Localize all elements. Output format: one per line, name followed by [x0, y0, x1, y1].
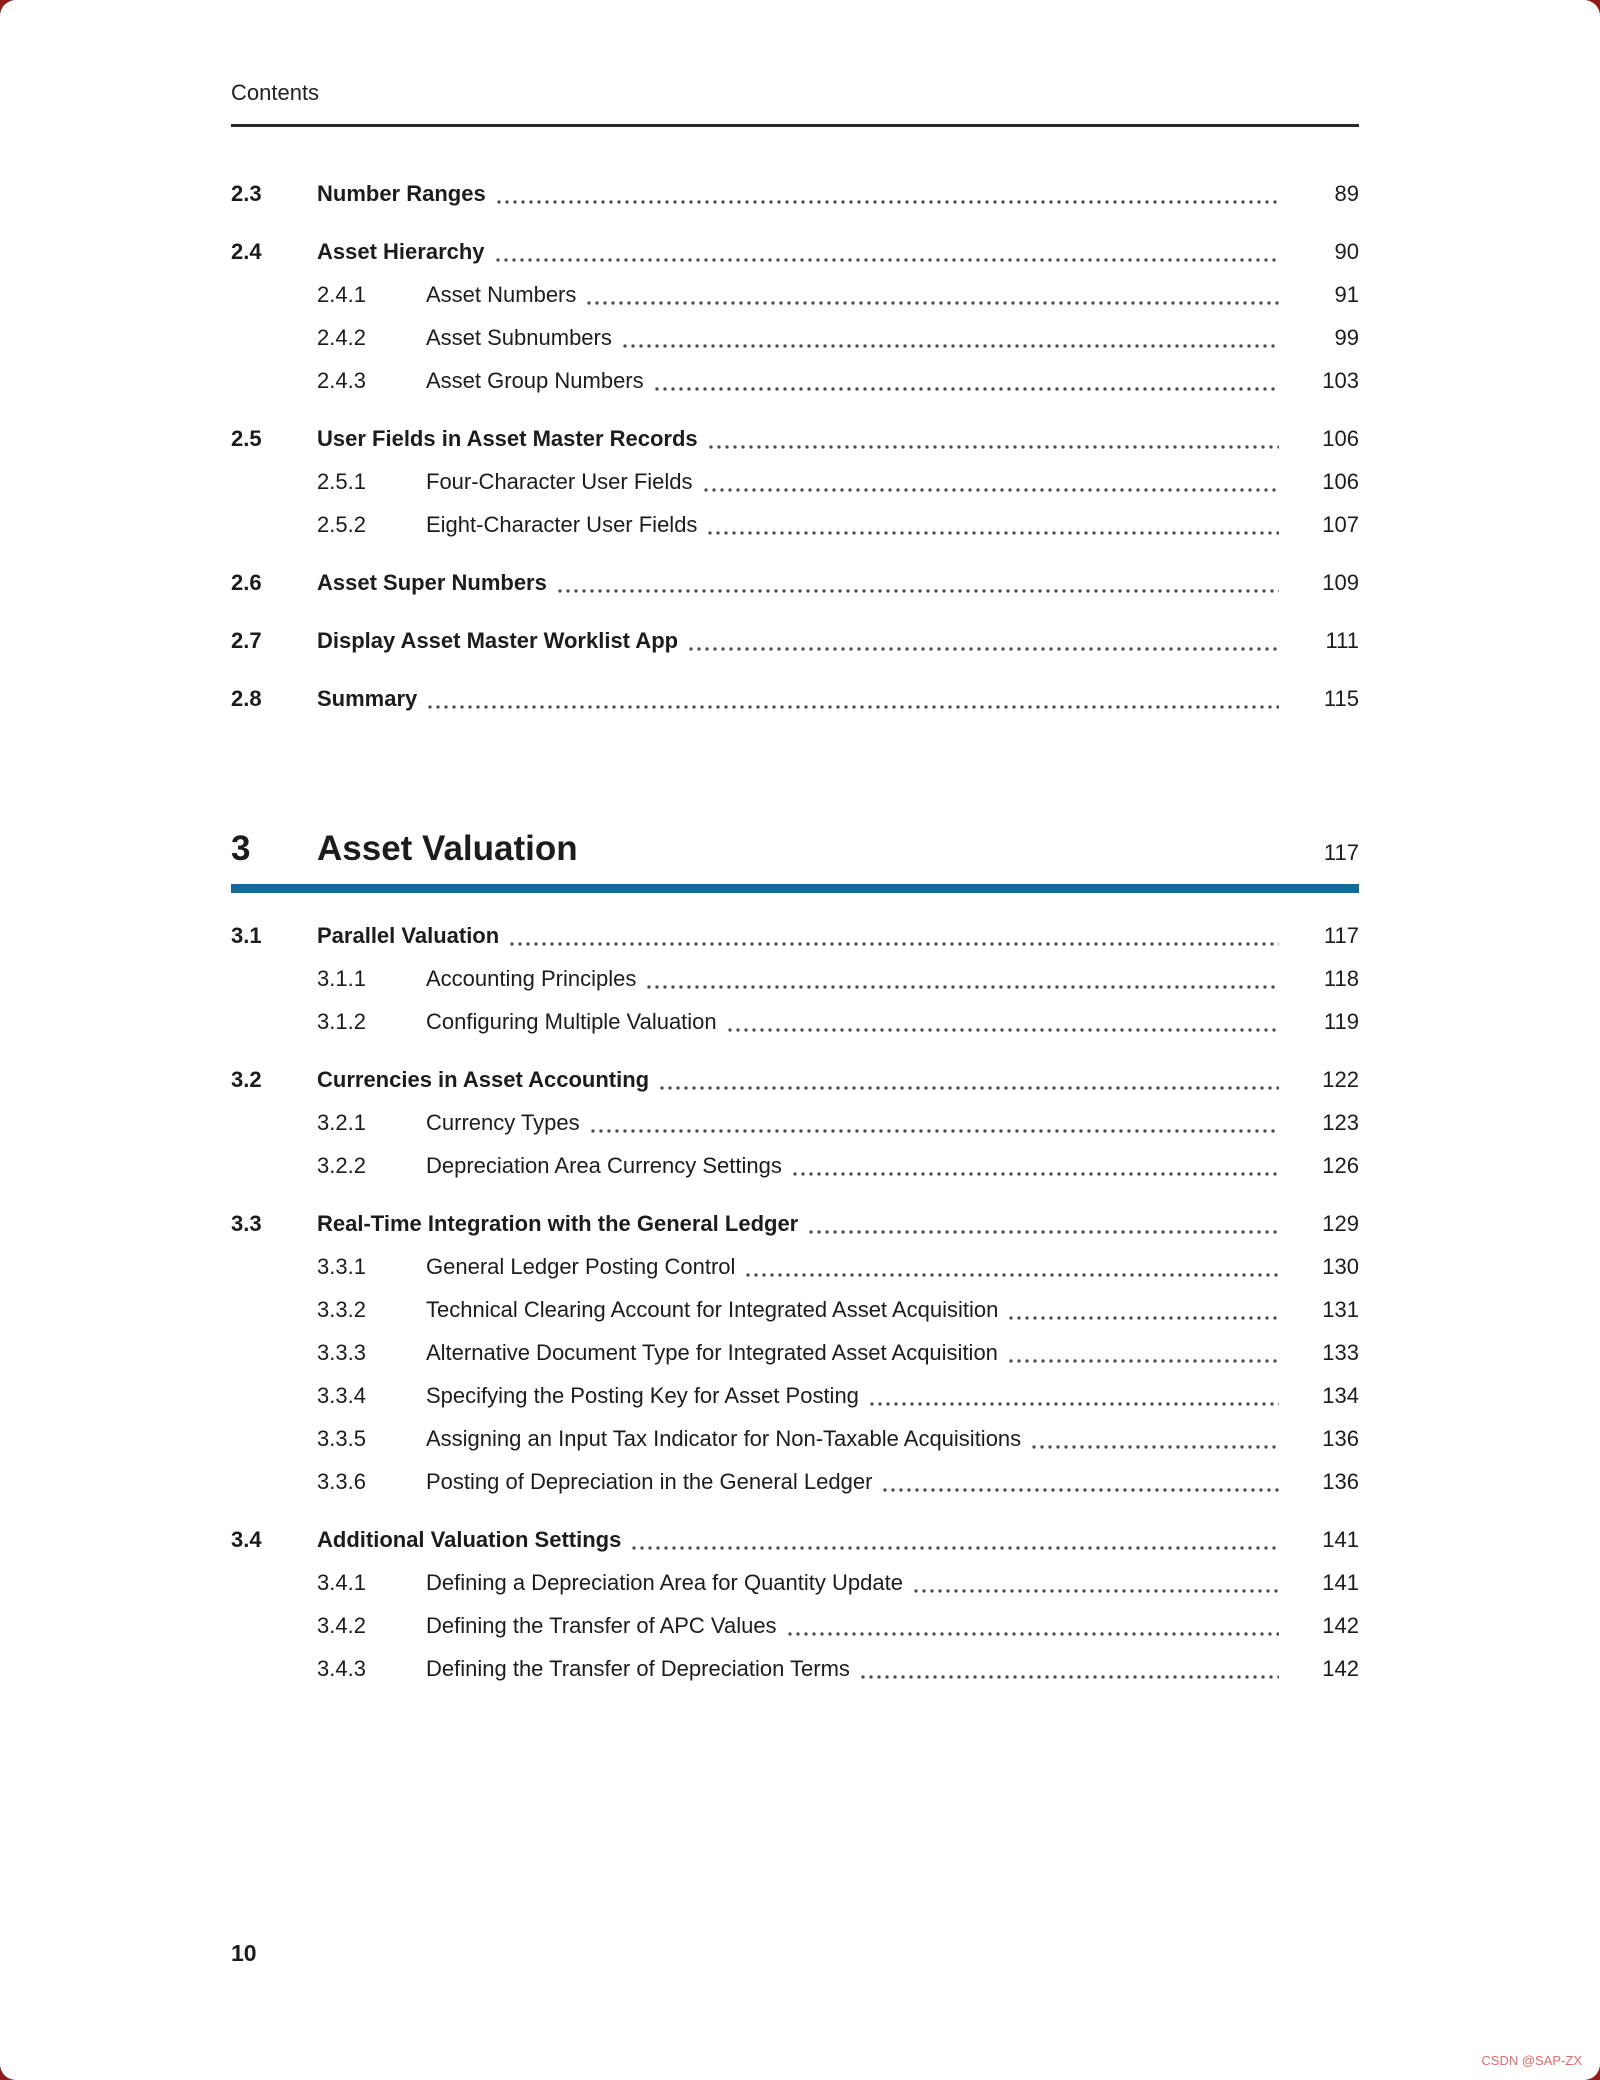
toc-row: [231, 323, 1359, 353]
dot-leader: [881, 1467, 1279, 1497]
toc-row: [231, 1151, 1359, 1181]
toc-row: [231, 1108, 1359, 1138]
toc-row: [231, 1424, 1359, 1454]
toc-entry-number: 2.4.2: [317, 325, 366, 350]
dot-leader: [706, 510, 1279, 540]
toc-entry-page: 130: [1322, 1254, 1359, 1279]
dot-leader: [658, 1065, 1279, 1095]
toc-entry-page: 129: [1322, 1211, 1359, 1236]
dot-leader: [786, 1611, 1279, 1641]
toc-entry-page: 106: [1322, 469, 1359, 494]
toc-entry-number: 2.6: [231, 570, 262, 595]
dot-leader: [912, 1568, 1279, 1598]
toc-entry-page: 142: [1322, 1656, 1359, 1681]
dot-leader: [495, 179, 1279, 209]
dot-leader: [621, 323, 1279, 353]
toc-entry-page: 131: [1322, 1297, 1359, 1322]
toc-entry-number: 3.4.3: [317, 1656, 366, 1681]
watermark-text: CSDN @SAP-ZX: [1481, 2053, 1582, 2068]
toc-entry-number: 2.5.1: [317, 469, 366, 494]
dot-leader: [426, 684, 1279, 714]
toc-entry-number: 3.1.1: [317, 966, 366, 991]
toc-row: [231, 237, 1359, 267]
toc-entry-title: Four-Character User Fields: [426, 469, 693, 494]
toc-entry-page: 123: [1322, 1110, 1359, 1135]
toc-entry-number: 3.3.1: [317, 1254, 366, 1279]
toc-entry-number: 3.1.2: [317, 1009, 366, 1034]
toc-entry-title: Depreciation Area Currency Settings: [426, 1153, 782, 1178]
toc-entry-title: Real-Time Integration with the General Ledger: [317, 1211, 799, 1236]
toc-entry-title: Currencies in Asset Accounting: [317, 1067, 650, 1092]
toc-entry-title: Assigning an Input Tax Indicator for Non-Taxable Acquisitions: [426, 1426, 1022, 1451]
toc-entry-title: User Fields in Asset Master Records: [317, 426, 698, 451]
toc-entry-number: 2.7: [231, 628, 262, 653]
toc-row: [231, 1568, 1359, 1598]
dot-leader: [653, 366, 1279, 396]
toc-row: [231, 1611, 1359, 1641]
toc-entry-number: 2.4.3: [317, 368, 366, 393]
dot-leader: [508, 921, 1279, 951]
toc-entry-title: Eight-Character User Fields: [426, 512, 698, 537]
toc-entry-title: Specifying the Posting Key for Asset Posting: [426, 1383, 859, 1408]
toc-entry-title: Asset Hierarchy: [317, 239, 485, 264]
dot-leader: [1007, 1295, 1279, 1325]
toc-entry-title: Currency Types: [426, 1110, 580, 1135]
toc-entry-page: 133: [1322, 1340, 1359, 1365]
toc-row: [231, 424, 1359, 454]
page-content: [231, 0, 1359, 1684]
toc-entry-title: General Ledger Posting Control: [426, 1254, 736, 1279]
dot-leader: [702, 467, 1279, 497]
toc-entry-title: Summary: [317, 686, 418, 711]
toc-entry-number: 2.3: [231, 181, 262, 206]
toc-entry-page: 119: [1323, 1009, 1359, 1034]
toc-section-chapter-3: [231, 921, 1359, 1684]
toc-entry-page: 141: [1322, 1570, 1359, 1595]
toc-row: [231, 626, 1359, 656]
toc-entry-number: 2.4.1: [317, 282, 366, 307]
toc-entry-number: 3.3.3: [317, 1340, 366, 1365]
dot-leader: [630, 1525, 1279, 1555]
toc-section-chapter-2: [231, 179, 1359, 714]
toc-entry-title: Configuring Multiple Valuation: [426, 1009, 717, 1034]
toc-entry-page: 126: [1322, 1153, 1359, 1178]
toc-entry-title: Additional Valuation Settings: [317, 1527, 622, 1552]
dot-leader: [589, 1108, 1279, 1138]
toc-row: [231, 964, 1359, 994]
dot-leader: [1007, 1338, 1279, 1368]
toc-entry-title: Asset Group Numbers: [426, 368, 644, 393]
dot-leader: [645, 964, 1279, 994]
toc-row: [231, 1381, 1359, 1411]
toc-entry-page: 134: [1322, 1383, 1359, 1408]
toc-entry-page: 115: [1323, 686, 1359, 711]
toc-entry-page: 136: [1322, 1426, 1359, 1451]
toc-row: [231, 280, 1359, 310]
chapter-heading-line: [231, 826, 1359, 872]
toc-entry-number: 3.1: [231, 923, 262, 948]
page-header-title: Contents: [231, 78, 1359, 127]
toc-entry-title: Asset Subnumbers: [426, 325, 612, 350]
chapter-page-number: 117: [1323, 840, 1359, 865]
dot-leader: [744, 1252, 1279, 1282]
toc-entry-number: 3.4.2: [317, 1613, 366, 1638]
toc-entry-title: Defining a Depreciation Area for Quantity Update: [426, 1570, 903, 1595]
toc-entry-title: Defining the Transfer of APC Values: [426, 1613, 777, 1638]
toc-entry-page: 141: [1322, 1527, 1359, 1552]
chapter-number: 3: [231, 829, 251, 868]
toc-row: [231, 568, 1359, 598]
toc-row: [231, 1467, 1359, 1497]
dot-leader: [494, 237, 1279, 267]
toc-entry-title: Asset Numbers: [426, 282, 577, 307]
toc-entry-title: Alternative Document Type for Integrated Asset Acquisition: [426, 1340, 998, 1365]
toc-entry-page: 117: [1323, 923, 1359, 948]
toc-row: [231, 921, 1359, 951]
toc-entry-title: Number Ranges: [317, 181, 486, 206]
toc-entry-title: Accounting Principles: [426, 966, 637, 991]
toc-entry-page: 103: [1322, 368, 1359, 393]
toc-entry-title: Posting of Depreciation in the General Ledger: [426, 1469, 873, 1494]
toc-entry-number: 3.3.2: [317, 1297, 366, 1322]
toc-entry-page: 99: [1334, 325, 1359, 350]
toc-row: [231, 366, 1359, 396]
dot-leader: [859, 1654, 1279, 1684]
toc-entry-title: Technical Clearing Account for Integrated Asset Acquisition: [426, 1297, 999, 1322]
dot-leader: [1030, 1424, 1279, 1454]
toc-row: [231, 1654, 1359, 1684]
toc-row: [231, 467, 1359, 497]
chapter-title: Asset Valuation: [317, 829, 578, 868]
toc-entry-page: 136: [1322, 1469, 1359, 1494]
dot-leader: [556, 568, 1279, 598]
toc-entry-title: Display Asset Master Worklist App: [317, 628, 679, 653]
toc-entry-number: 3.3.6: [317, 1469, 366, 1494]
toc-entry-page: 90: [1334, 239, 1359, 264]
toc-row: [231, 1065, 1359, 1095]
toc-entry-page: 122: [1322, 1067, 1359, 1092]
toc-row: [231, 1525, 1359, 1555]
toc-row: [231, 510, 1359, 540]
toc-entry-title: Parallel Valuation: [317, 923, 500, 948]
dot-leader: [687, 626, 1279, 656]
toc-entry-number: 2.4: [231, 239, 262, 264]
toc-row: [231, 179, 1359, 209]
toc-row: [231, 1252, 1359, 1282]
toc-entry-number: 3.2.2: [317, 1153, 366, 1178]
toc-row: [231, 684, 1359, 714]
toc-row: [231, 1338, 1359, 1368]
toc-entry-number: 3.3.4: [317, 1383, 366, 1408]
toc-row: [231, 1209, 1359, 1239]
toc-entry-page: 106: [1322, 426, 1359, 451]
toc-entry-page: 109: [1322, 570, 1359, 595]
toc-entry-page: 107: [1322, 512, 1359, 537]
toc-entry-page: 142: [1322, 1613, 1359, 1638]
toc-entry-number: 3.4: [231, 1527, 262, 1552]
toc-entry-number: 2.8: [231, 686, 262, 711]
dot-leader: [726, 1007, 1279, 1037]
toc-entry-number: 3.2: [231, 1067, 262, 1092]
dot-leader: [868, 1381, 1279, 1411]
dot-leader: [585, 280, 1279, 310]
toc-entry-number: 3.3: [231, 1211, 262, 1236]
dot-leader: [791, 1151, 1279, 1181]
toc-entry-page: 89: [1334, 181, 1359, 206]
toc-entry-number: 3.2.1: [317, 1110, 366, 1135]
toc-entry-number: 3.4.1: [317, 1570, 366, 1595]
toc-row: [231, 1295, 1359, 1325]
footer-page-number: 10: [231, 1940, 257, 1966]
toc-entry-title: Asset Super Numbers: [317, 570, 547, 595]
toc-entry-number: 3.3.5: [317, 1426, 366, 1451]
toc-entry-number: 2.5: [231, 426, 262, 451]
chapter-accent-bar: [231, 884, 1359, 893]
chapter-heading-block: [231, 826, 1359, 893]
toc-entry-page: 91: [1334, 282, 1359, 307]
toc-entry-number: 2.5.2: [317, 512, 366, 537]
toc-entry-page: 111: [1325, 628, 1359, 653]
toc-row: [231, 1007, 1359, 1037]
toc-entry-page: 118: [1323, 966, 1359, 991]
dot-leader: [707, 424, 1279, 454]
dot-leader: [807, 1209, 1279, 1239]
toc-entry-title: Defining the Transfer of Depreciation Terms: [426, 1656, 850, 1681]
